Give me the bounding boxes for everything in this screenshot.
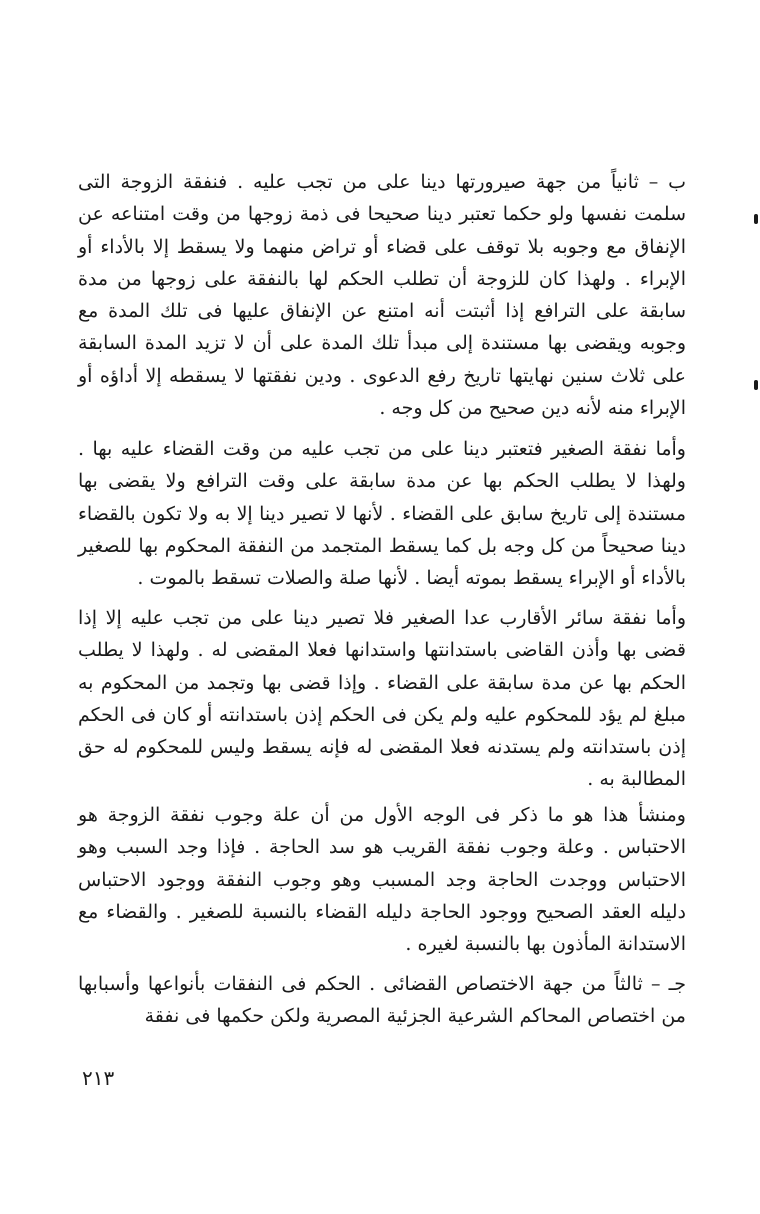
paragraph-3: وأما نفقة سائر الأقارب عدا الصغير فلا تصير دينا على من تجب عليه إلا إذا قضى بها وأذن القاضى باستدانتها واستدانها فعلا المقضى له . ولهذا لا يطلب الحكم بها عن مدة سابقة على القضاء . وإذا قضى بها وتجمد من المحكوم به مبلغ لم يؤد للمحكوم عليه ولم يكن فى الحكم إذن باستدانته أو كان فى الحكم إذن باستدانته ولم يستدنه فعلا المقضى له فإنه يسقط وليس للمحكوم له حق المطالبة به . [78,607,686,791]
paragraph-5: جـ – ثالثاً من جهة الاختصاص القضائى . الحكم فى النفقات بأنواعها وأسبابها من اختصاص المحاكم الشرعية الجزئية المصرية ولكن حكمها فى نفقة [78,973,686,1028]
page-number: ٢١٣ [82,1066,115,1090]
paragraph-2: وأما نفقة الصغير فتعتبر دينا على من تجب عليه من وقت القضاء عليه بها . ولهذا لا يطلب الحكم بها عن مدة سابقة على وقت الترافع ولا يقضى بها مستندة إلى تاريخ سابق على القضاء . لأنها لا تصير دينا إلا به ولا تكون بالقضاء دينا صحيحاً من كل وجه بل كما يسقط المتجمد من النفقة المحكوم بها للصغير بالأداء أو الإبراء يسقط بموته أيضا . لأنها صلة والصلات تسقط بالموت . [78,438,686,590]
paragraph-4: ومنشأ هذا هو ما ذكر فى الوجه الأول من أن علة وجوب نفقة الزوجة هو الاحتباس . وعلة وجوب نفقة القريب هو سد الحاجة . فإذا وجد السبب وهو الاحتباس ووجدت الحاجة وجد المسبب وهو وجوب النفقة ووجود الاحتباس دليله العقد الصحيح ووجود الحاجة دليله القضاء بالنسبة للصغير . والقضاء مع الاستدانة المأذون بها بالنسبة لغيره . [78,804,686,956]
paragraph-1: ب – ثانياً من جهة صيرورتها دينا على من تجب عليه . فنفقة الزوجة التى سلمت نفسها ولو حكما تعتبر دينا صحيحا فى ذمة زوجها من وقت امتناعه عن الإنفاق مع وجوبه بلا توقف على قضاء أو تراض منهما ولا يسقط إلا بالأداء أو الإبراء . ولهذا كان للزوجة أن تطلب الحكم لها بالنفقة على زوجها من مدة سابقة على الترافع إذا أثبتت أنه امتنع عن الإنفاق عليها فى تلك المدة مع وجوبه ويقضى بها مستندة إلى مبدأ تلك المدة على أن لا تزيد المدة السابقة على ثلاث سنين نهايتها تاريخ رفع الدعوى . ودين نفقتها لا يسقطه إلا أداؤه أو الإبراء منه لأنه دين صحيح من كل وجه . [78,171,686,420]
margin-mark-bottom [754,380,758,390]
margin-mark-top [754,214,758,224]
